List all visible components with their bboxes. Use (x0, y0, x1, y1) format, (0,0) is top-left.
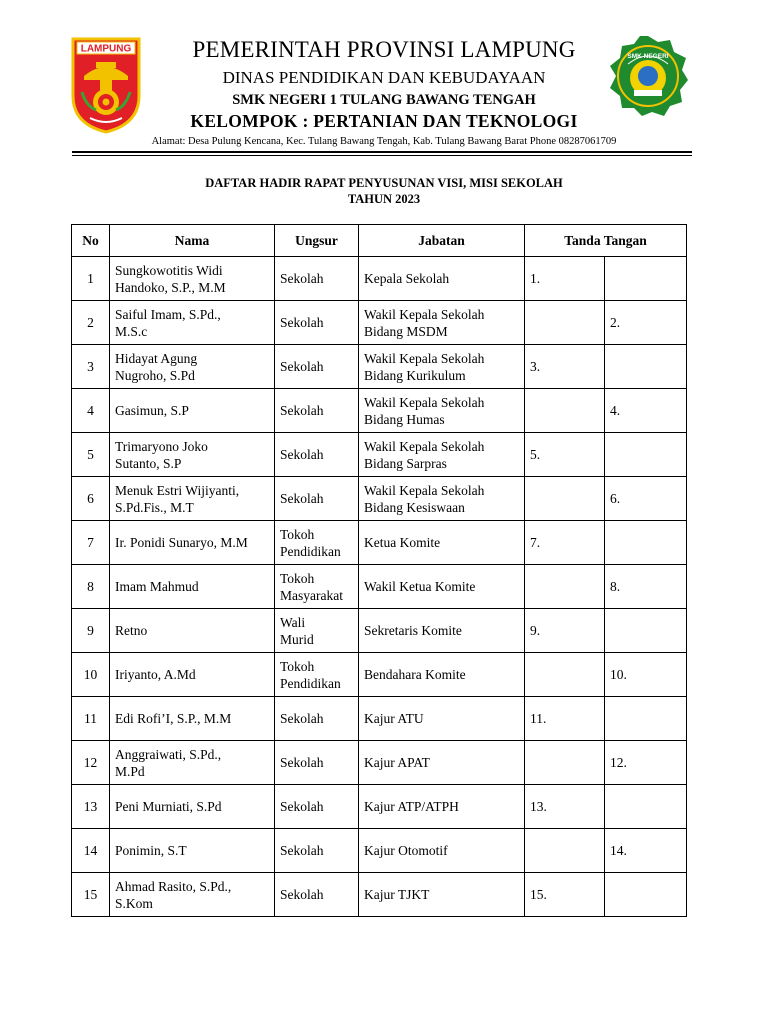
document-year: TAHUN 2023 (347, 192, 421, 206)
cell-nama (110, 609, 275, 653)
cell-ungsur (275, 521, 359, 565)
signature-left: 5. (525, 433, 605, 477)
nama-line: Edi Rofi’I, S.P., M.M (115, 711, 232, 726)
nama-line: S.Kom (115, 895, 153, 911)
cell-nama (110, 653, 275, 697)
cell-nama (110, 785, 275, 829)
table-row (72, 741, 687, 785)
header-jabatan: Jabatan (359, 225, 525, 257)
signature-right (605, 433, 687, 477)
signature-right: 6. (605, 477, 687, 521)
jabatan-line: Bidang MSDM (364, 323, 448, 339)
cell-no: 3 (72, 345, 110, 389)
table-row (72, 301, 687, 345)
cell-no: 12 (72, 741, 110, 785)
cell-jabatan (359, 521, 525, 565)
signature-right (605, 257, 687, 301)
ungsur-line: Sekolah (280, 799, 324, 814)
nama-line: Sutanto, S.P (115, 455, 182, 471)
cell-nama (110, 477, 275, 521)
government-name: PEMERINTAH PROVINSI LAMPUNG (192, 37, 576, 62)
signature-right (605, 345, 687, 389)
cell-jabatan (359, 433, 525, 477)
cell-jabatan (359, 785, 525, 829)
signature-left: 1. (525, 257, 605, 301)
table-row (72, 521, 687, 565)
cell-ungsur (275, 697, 359, 741)
nama-line: Trimaryono Joko (115, 438, 208, 454)
ungsur-line: Sekolah (280, 711, 324, 726)
cell-ungsur (275, 741, 359, 785)
jabatan-line: Bidang Kesiswaan (364, 499, 465, 515)
letterhead (0, 0, 768, 150)
nama-line: Retno (115, 623, 148, 638)
document-title: DAFTAR HADIR RAPAT PENYUSUNAN VISI, MISI SEKOLAH (205, 176, 563, 190)
signature-left (525, 301, 605, 345)
signature-left (525, 653, 605, 697)
signature-left: 13. (525, 785, 605, 829)
cell-nama (110, 741, 275, 785)
signature-right: 14. (605, 829, 687, 873)
cell-jabatan (359, 829, 525, 873)
cell-no: 8 (72, 565, 110, 609)
ungsur-line: Sekolah (280, 447, 324, 462)
signature-right: 4. (605, 389, 687, 433)
cell-nama (110, 873, 275, 917)
jabatan-line: Wakil Kepala Sekolah (364, 482, 485, 498)
ungsur-line: Wali (280, 614, 306, 630)
cell-no: 11 (72, 697, 110, 741)
nama-line: M.S.c (115, 323, 148, 339)
cell-ungsur (275, 653, 359, 697)
nama-line: Handoko, S.P., M.M (115, 279, 226, 295)
cell-no: 2 (72, 301, 110, 345)
cell-ungsur (275, 829, 359, 873)
table-row (72, 609, 687, 653)
lampung-logo-label: LAMPUNG (80, 43, 132, 55)
nama-line: Ahmad Rasito, S.Pd., (115, 878, 232, 894)
jabatan-line: Kajur ATU (364, 711, 424, 726)
table-row (72, 873, 687, 917)
table-row (72, 345, 687, 389)
table-row (72, 829, 687, 873)
jabatan-line: Bendahara Komite (364, 667, 466, 682)
table-header-row (72, 225, 687, 257)
nama-line: Imam Mahmud (115, 579, 199, 594)
signature-left (525, 389, 605, 433)
ungsur-line: Murid (280, 631, 314, 647)
signature-right (605, 609, 687, 653)
jabatan-line: Kepala Sekolah (364, 271, 450, 286)
ungsur-line: Tokoh (280, 570, 315, 586)
signature-left: 15. (525, 873, 605, 917)
jabatan-line: Wakil Kepala Sekolah (364, 438, 485, 454)
table-row (72, 697, 687, 741)
table-row (72, 785, 687, 829)
table-row (72, 653, 687, 697)
cell-jabatan (359, 565, 525, 609)
signature-right (605, 697, 687, 741)
ungsur-line: Sekolah (280, 491, 324, 506)
cell-jabatan (359, 389, 525, 433)
nama-line: Ponimin, S.T (115, 843, 187, 858)
cell-ungsur (275, 301, 359, 345)
cell-ungsur (275, 609, 359, 653)
cell-nama (110, 389, 275, 433)
cell-jabatan (359, 873, 525, 917)
table-row (72, 433, 687, 477)
cell-nama (110, 257, 275, 301)
jabatan-line: Kajur TJKT (364, 887, 430, 902)
signature-left: 3. (525, 345, 605, 389)
header-nama: Nama (110, 225, 275, 257)
ungsur-line: Tokoh (280, 658, 315, 674)
header-tanda-tangan: Tanda Tangan (525, 225, 687, 257)
ungsur-line: Sekolah (280, 887, 324, 902)
cell-no: 10 (72, 653, 110, 697)
table-row (72, 565, 687, 609)
school-group: KELOMPOK : PERTANIAN DAN TEKNOLOGI (190, 111, 578, 131)
cell-no: 1 (72, 257, 110, 301)
jabatan-line: Wakil Kepala Sekolah (364, 350, 485, 366)
cell-ungsur (275, 433, 359, 477)
nama-line: S.Pd.Fis., M.T (115, 499, 194, 515)
ungsur-line: Tokoh (280, 526, 315, 542)
cell-ungsur (275, 785, 359, 829)
cell-jabatan (359, 741, 525, 785)
nama-line: Saiful Imam, S.Pd., (115, 306, 221, 322)
jabatan-line: Sekretaris Komite (364, 623, 462, 638)
cell-ungsur (275, 873, 359, 917)
letterhead-rule-thick (72, 151, 692, 153)
ungsur-line: Sekolah (280, 359, 324, 374)
jabatan-line: Kajur APAT (364, 755, 430, 770)
cell-ungsur (275, 389, 359, 433)
jabatan-line: Kajur ATP/ATPH (364, 799, 459, 814)
nama-line: Menuk Estri Wijiyanti, (115, 482, 240, 498)
school-name: SMK NEGERI 1 TULANG BAWANG TENGAH (232, 92, 536, 108)
cell-jabatan (359, 653, 525, 697)
cell-no: 7 (72, 521, 110, 565)
header-no: No (72, 225, 110, 257)
table-row (72, 477, 687, 521)
cell-jabatan (359, 477, 525, 521)
school-address: Alamat: Desa Pulung Kencana, Kec. Tulang Bawang Tengah, Kab. Tulang Bawang Barat Phone 08287061709 (151, 136, 617, 147)
jabatan-line: Wakil Kepala Sekolah (364, 394, 485, 410)
signature-left (525, 829, 605, 873)
signature-right: 8. (605, 565, 687, 609)
ungsur-line: Pendidikan (280, 675, 341, 691)
nama-line: M.Pd (115, 763, 145, 779)
cell-nama (110, 697, 275, 741)
cell-jabatan (359, 609, 525, 653)
attendance-table (71, 224, 687, 917)
nama-line: Iriyanto, A.Md (115, 667, 196, 682)
cell-no: 6 (72, 477, 110, 521)
cell-nama (110, 345, 275, 389)
school-logo-label: SMK NEGERI (627, 53, 669, 60)
nama-line: Anggraiwati, S.Pd., (115, 746, 222, 762)
signature-left (525, 565, 605, 609)
letterhead-rule-thin (72, 155, 692, 156)
cell-jabatan (359, 301, 525, 345)
cell-nama (110, 829, 275, 873)
cell-ungsur (275, 565, 359, 609)
cell-no: 5 (72, 433, 110, 477)
signature-right (605, 873, 687, 917)
ungsur-line: Sekolah (280, 843, 324, 858)
jabatan-line: Wakil Kepala Sekolah (364, 306, 485, 322)
cell-nama (110, 301, 275, 345)
jabatan-line: Bidang Kurikulum (364, 367, 466, 383)
ungsur-line: Masyarakat (280, 587, 343, 603)
nama-line: Sungkowotitis Widi (115, 262, 223, 278)
signature-left (525, 741, 605, 785)
table-row (72, 257, 687, 301)
jabatan-line: Wakil Ketua Komite (364, 579, 476, 594)
nama-line: Peni Murniati, S.Pd (115, 799, 222, 814)
nama-line: Ir. Ponidi Sunaryo, M.M (115, 535, 248, 550)
signature-right: 12. (605, 741, 687, 785)
cell-jabatan (359, 697, 525, 741)
ungsur-line: Sekolah (280, 271, 324, 286)
cell-no: 14 (72, 829, 110, 873)
nama-line: Gasimun, S.P (115, 403, 189, 418)
ungsur-line: Sekolah (280, 755, 324, 770)
cell-no: 13 (72, 785, 110, 829)
jabatan-line: Bidang Humas (364, 411, 445, 427)
signature-left: 11. (525, 697, 605, 741)
signature-right (605, 521, 687, 565)
jabatan-line: Ketua Komite (364, 535, 441, 550)
jabatan-line: Bidang Sarpras (364, 455, 447, 471)
nama-line: Nugroho, S.Pd (115, 367, 195, 383)
table-row (72, 389, 687, 433)
cell-ungsur (275, 345, 359, 389)
cell-nama (110, 521, 275, 565)
header-ungsur: Ungsur (275, 225, 359, 257)
cell-no: 4 (72, 389, 110, 433)
nama-line: Hidayat Agung (115, 350, 198, 366)
cell-nama (110, 433, 275, 477)
cell-no: 9 (72, 609, 110, 653)
cell-jabatan (359, 345, 525, 389)
signature-left: 7. (525, 521, 605, 565)
cell-no: 15 (72, 873, 110, 917)
signature-right (605, 785, 687, 829)
signature-left: 9. (525, 609, 605, 653)
jabatan-line: Kajur Otomotif (364, 843, 448, 858)
signature-left (525, 477, 605, 521)
signature-right: 10. (605, 653, 687, 697)
cell-jabatan (359, 257, 525, 301)
cell-nama (110, 565, 275, 609)
ungsur-line: Sekolah (280, 403, 324, 418)
cell-ungsur (275, 257, 359, 301)
cell-ungsur (275, 477, 359, 521)
ungsur-line: Pendidikan (280, 543, 341, 559)
ungsur-line: Sekolah (280, 315, 324, 330)
department-name: DINAS PENDIDIKAN DAN KEBUDAYAAN (222, 68, 546, 87)
signature-right: 2. (605, 301, 687, 345)
